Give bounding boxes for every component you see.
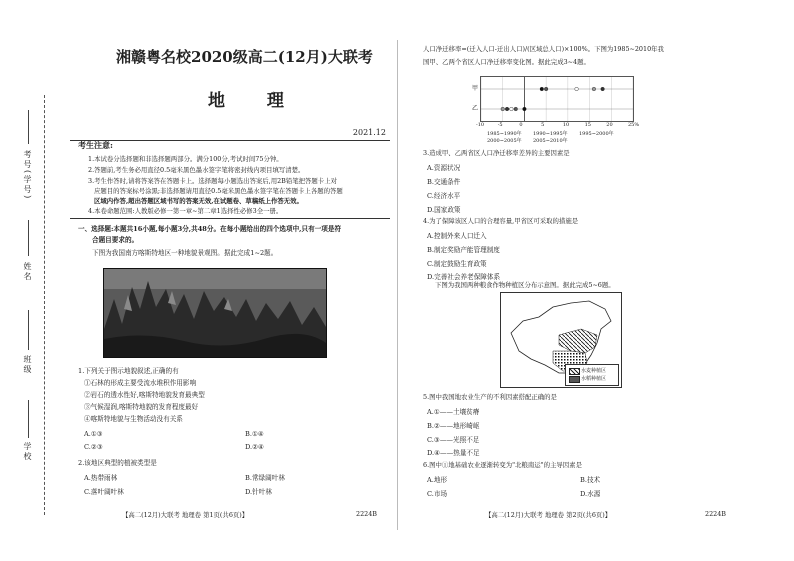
- chart-point-yi-series-1: [523, 107, 527, 111]
- section1-heading-cont: 合题目要求的。: [92, 236, 139, 244]
- legend-label-rice: 水稻种植区: [581, 376, 607, 382]
- notice-heading: 考生注意:: [78, 140, 113, 150]
- chart-x-tick-label: 25%: [628, 122, 640, 128]
- binding-label-school: 学校: [23, 442, 32, 462]
- chart-point-jia-series-3: [575, 87, 579, 91]
- q2-option-c[interactable]: C.落叶阔叶林: [84, 488, 124, 496]
- q1-stem: 1.下列关于图示地貌叙述,正确的有: [78, 367, 179, 375]
- chart-point-jia-series-1: [540, 87, 544, 91]
- q3-option-c[interactable]: C.经济水平: [427, 192, 461, 200]
- binding-blank-exam-number: [28, 110, 29, 144]
- binding-label-name: 姓名: [23, 262, 32, 282]
- q3-option-a[interactable]: A.资源状况: [427, 164, 461, 172]
- q6-option-b[interactable]: B.技术: [580, 476, 601, 484]
- q5-intro: 下图为我国两种粮食作物种植区分布示意图。据此完成5~6题。: [435, 281, 615, 289]
- q6-option-a[interactable]: A.地形: [427, 476, 448, 484]
- notice-3b: 应题目的答案标号涂黑;非选择题请用直径0.5毫米黑色墨水签字笔在答题卡上各题的答题: [94, 187, 343, 195]
- q4-option-a[interactable]: A.控制外来人口迁入: [427, 232, 487, 240]
- chart-point-yi-series-4: [501, 107, 505, 111]
- chart-x-tick-label: 5: [541, 122, 545, 128]
- q4-option-b[interactable]: B.制定奖励产能管理制度: [427, 246, 500, 254]
- legend-item-3: 1995~2000年: [579, 131, 614, 137]
- q1-option-b[interactable]: B.①④: [245, 430, 264, 438]
- q5-option-a[interactable]: A.①——土壤贫瘠: [427, 408, 480, 416]
- map-legend: [565, 364, 619, 386]
- chart-point-yi-series-5: [505, 107, 509, 111]
- q2-option-b[interactable]: B.常绿阔叶林: [245, 474, 285, 482]
- notice-3: 3.考生作答时,请将答案答在答题卡上。选择题每小题选出答案后,用2B铅笔把答题卡上对: [88, 177, 337, 185]
- q2-option-a[interactable]: A.热带雨林: [84, 474, 118, 482]
- legend-item-1: 1985~1990年: [487, 131, 522, 137]
- subject-title: 地 理: [208, 91, 302, 111]
- q1-item-1: ①石林的形成主要受流水堆积作用影响: [84, 379, 197, 387]
- chart-x-tick-label: 20: [606, 122, 613, 128]
- binding-label-class: 班级: [23, 355, 32, 375]
- q1-item-2: ②岩石的透水性好,喀斯特地貌发育最典型: [84, 391, 205, 399]
- chart-category-yi: 乙: [472, 105, 479, 112]
- legend-swatch-wheat: [569, 368, 580, 375]
- q2-option-d[interactable]: D.针叶林: [245, 488, 272, 496]
- section1-heading: 一、选择题:本题共16小题,每小题3分,共48分。在每小题给出的四个选项中,只有一项是符: [78, 225, 342, 233]
- legend-item-5: 2005~2010年: [533, 138, 568, 144]
- q3-stem: 3.造成甲、乙两省区人口净迁移率差异的主要因素是: [423, 149, 570, 157]
- q1-option-c[interactable]: C.②③: [84, 443, 103, 451]
- chart-x-tick-label: 15: [584, 122, 591, 128]
- page1-footer-code: 2224B: [356, 510, 377, 518]
- q6-option-c[interactable]: C.市场: [427, 490, 448, 498]
- p2-intro-line1: 人口净迁移率=(迁入人口-迁出人口)/(区域总人口)×100%。下图为1985~2010年我: [423, 45, 664, 53]
- binding-dashed-line: [44, 95, 45, 515]
- exam-date: 2021.12: [352, 128, 386, 137]
- binding-blank-class: [28, 310, 29, 350]
- notice-3c: 区域内作答,超出答题区域书写的答案无效,在试题卷、草稿纸上作答无效。: [94, 197, 303, 205]
- exam-title: 湘赣粤名校2020级高二(12月)大联考: [116, 48, 373, 66]
- q4-stem: 4.为了保障该区人口的合理容量,甲省区可采取的措施是: [423, 217, 579, 225]
- q1-item-4: ④喀斯特地貌与生物活动没有关系: [84, 415, 183, 423]
- chart-point-yi-series-3: [510, 107, 514, 111]
- q4-option-c[interactable]: C.制定鼓励生育政策: [427, 260, 487, 268]
- chart-x-tick-label: -5: [497, 122, 503, 128]
- q5-option-d[interactable]: D.④——热量不足: [427, 449, 480, 457]
- migration-rate-chart: [480, 76, 634, 122]
- binding-margin: [0, 0, 58, 561]
- divider-notice: [70, 218, 390, 219]
- page2-footer: 【高二(12月)大联考 地理卷 第2页(共6页)】: [485, 511, 612, 519]
- karst-landscape-photo: [103, 268, 327, 358]
- chart-x-tick-label: 10: [562, 122, 570, 128]
- q4-option-d[interactable]: D.完善社会养老保障体系: [427, 273, 501, 281]
- q1-intro: 下图为我国南方喀斯特地区一种地貌景观图。据此完成1~2题。: [92, 249, 278, 257]
- page2-footer-code: 2224B: [705, 510, 726, 518]
- chart-point-jia-series-4: [592, 87, 596, 91]
- q6-option-d[interactable]: D.水源: [580, 490, 601, 498]
- binding-blank-school: [28, 400, 29, 438]
- notice-1: 1.本试卷分选择题和非选择题两部分。满分100分,考试时间75分钟。: [88, 155, 283, 163]
- chart-x-tick-label: 0: [519, 122, 523, 128]
- q5-option-b[interactable]: B.②——地形崎岖: [427, 422, 480, 430]
- q2-stem: 2.该地区典型的植被类型是: [78, 459, 157, 467]
- p2-intro-line2: 国甲、乙两个省区人口净迁移率变化图。据此完成3~4题。: [423, 58, 590, 66]
- q5-stem: 5.图中我国地农业生产的不利因素搭配正确的是: [423, 393, 557, 401]
- page-divider: [397, 40, 398, 530]
- q6-stem: 6.图中①地基础农业逐渐转变为"北粮南运"的主导因素是: [423, 461, 582, 469]
- q3-option-b[interactable]: B.交通条件: [427, 178, 461, 186]
- binding-blank-name: [28, 220, 29, 256]
- chart-x-tick-label: -10: [476, 122, 485, 128]
- chart-point-jia-series-5: [601, 87, 605, 91]
- legend-item-4: 2000~2005年: [487, 138, 522, 144]
- notice-2: 2.答题前,考生务必用直径0.5毫米黑色墨水签字笔将密封线内项目填写清楚。: [88, 166, 305, 174]
- q1-item-3: ③气候湿润,喀斯特地貌的发育程度最好: [84, 403, 199, 411]
- page1-footer: 【高二(12月)大联考 地理卷 第1页(共6页)】: [122, 511, 249, 519]
- q5-option-c[interactable]: C.③——光照不足: [427, 436, 480, 444]
- divider-top: [70, 140, 390, 141]
- q1-option-d[interactable]: D.②④: [245, 443, 264, 451]
- legend-label-wheat: 水麦种植区: [581, 368, 607, 374]
- chart-point-jia-series-2: [544, 87, 548, 91]
- legend-item-2: 1990~1995年: [533, 131, 568, 137]
- legend-swatch-rice: [569, 376, 580, 383]
- chart-point-yi-series-2: [514, 107, 518, 111]
- q3-option-d[interactable]: D.国家政策: [427, 206, 461, 214]
- notice-4: 4.本卷命题范围:人教版必修一第一章~第二章1选择性必修3全一册。: [88, 207, 283, 215]
- chart-category-jia: 甲: [472, 85, 479, 92]
- q1-option-a[interactable]: A.①③: [84, 430, 103, 438]
- binding-label-exam-number: 考号(学号): [23, 150, 32, 201]
- migration-rate-chart-svg: [481, 77, 633, 121]
